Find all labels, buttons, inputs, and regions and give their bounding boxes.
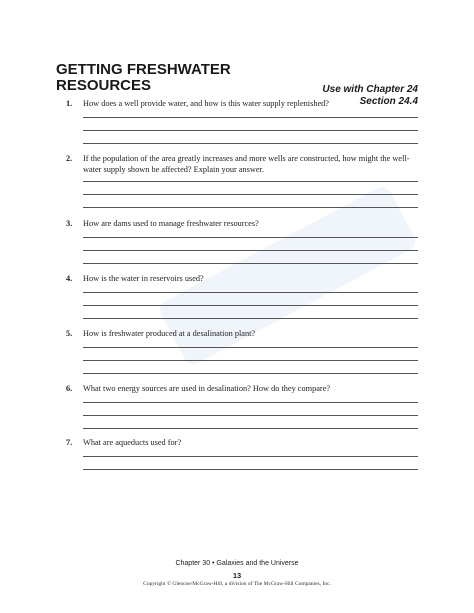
question-5-prompt: [66, 328, 418, 339]
answer-line[interactable]: [83, 237, 418, 238]
question-1-text: How does a well provide water, and how is this water supply replenished?: [83, 99, 329, 108]
question-6-number: 6.: [66, 384, 73, 393]
question-4-number: 4.: [66, 274, 73, 283]
answer-line[interactable]: [83, 143, 418, 144]
question-4-text: How is the water in reservoirs used?: [83, 274, 204, 283]
answer-line[interactable]: [83, 263, 418, 264]
question-7-text: What are aqueducts used for?: [83, 438, 182, 447]
answer-line[interactable]: [83, 456, 418, 457]
question-7-number: 7.: [66, 438, 73, 447]
answer-line[interactable]: [83, 318, 418, 319]
answer-line[interactable]: [83, 194, 418, 195]
question-1-prompt: [66, 98, 418, 109]
worksheet-title: [56, 62, 231, 94]
question-5: [66, 328, 418, 374]
answer-line[interactable]: [83, 347, 418, 348]
answer-line[interactable]: [83, 402, 418, 403]
answer-line[interactable]: [83, 292, 418, 293]
question-3-text: How are dams used to manage freshwater resources?: [83, 219, 259, 228]
answer-line[interactable]: [83, 373, 418, 374]
answer-line[interactable]: [83, 117, 418, 118]
answer-line[interactable]: [83, 207, 418, 208]
page-number: 13: [232, 571, 242, 580]
question-2-prompt: [66, 153, 418, 175]
question-3: [66, 218, 418, 264]
question-3-prompt: [66, 218, 418, 229]
question-6: [66, 383, 418, 429]
question-1-number: 1.: [66, 99, 73, 108]
answer-line[interactable]: [83, 415, 418, 416]
question-4-prompt: [66, 273, 418, 284]
question-7-prompt: [66, 437, 418, 448]
answer-line[interactable]: [83, 428, 418, 429]
question-2-number: 2.: [66, 154, 73, 163]
copyright-notice: Copyright © Glencoe/McGraw-Hill, a division of The McGraw-Hill Companies, Inc.: [143, 581, 331, 587]
chapter-ref-line-1: Use with Chapter 24: [322, 84, 418, 95]
question-1: [66, 98, 418, 144]
answer-line[interactable]: [83, 469, 418, 470]
answer-line[interactable]: [83, 305, 418, 306]
answer-line[interactable]: [83, 130, 418, 131]
question-5-text: How is freshwater produced at a desalination plant?: [83, 329, 256, 338]
question-4: [66, 273, 418, 319]
question-6-text: What two energy sources are used in desalination? How do they compare?: [83, 384, 331, 393]
answer-line[interactable]: [83, 181, 418, 182]
title-line-2: RESOURCES: [56, 77, 152, 94]
question-6-prompt: [66, 383, 418, 394]
footer-chapter: Chapter 30 • Galaxies and the Universe: [175, 560, 299, 567]
question-7: [66, 437, 418, 470]
chapter-ref-line-2: Section 24.4: [359, 96, 418, 107]
question-2-text: If the population of the area greatly increases and more wells are constructed, how might the well-water supply shown be affected? Explain your answer.: [83, 154, 410, 174]
answer-line[interactable]: [83, 250, 418, 251]
question-2: [66, 153, 418, 208]
question-5-number: 5.: [66, 329, 73, 338]
answer-line[interactable]: [83, 360, 418, 361]
question-3-number: 3.: [66, 219, 73, 228]
title-line-1: GETTING FRESHWATER: [56, 61, 231, 78]
